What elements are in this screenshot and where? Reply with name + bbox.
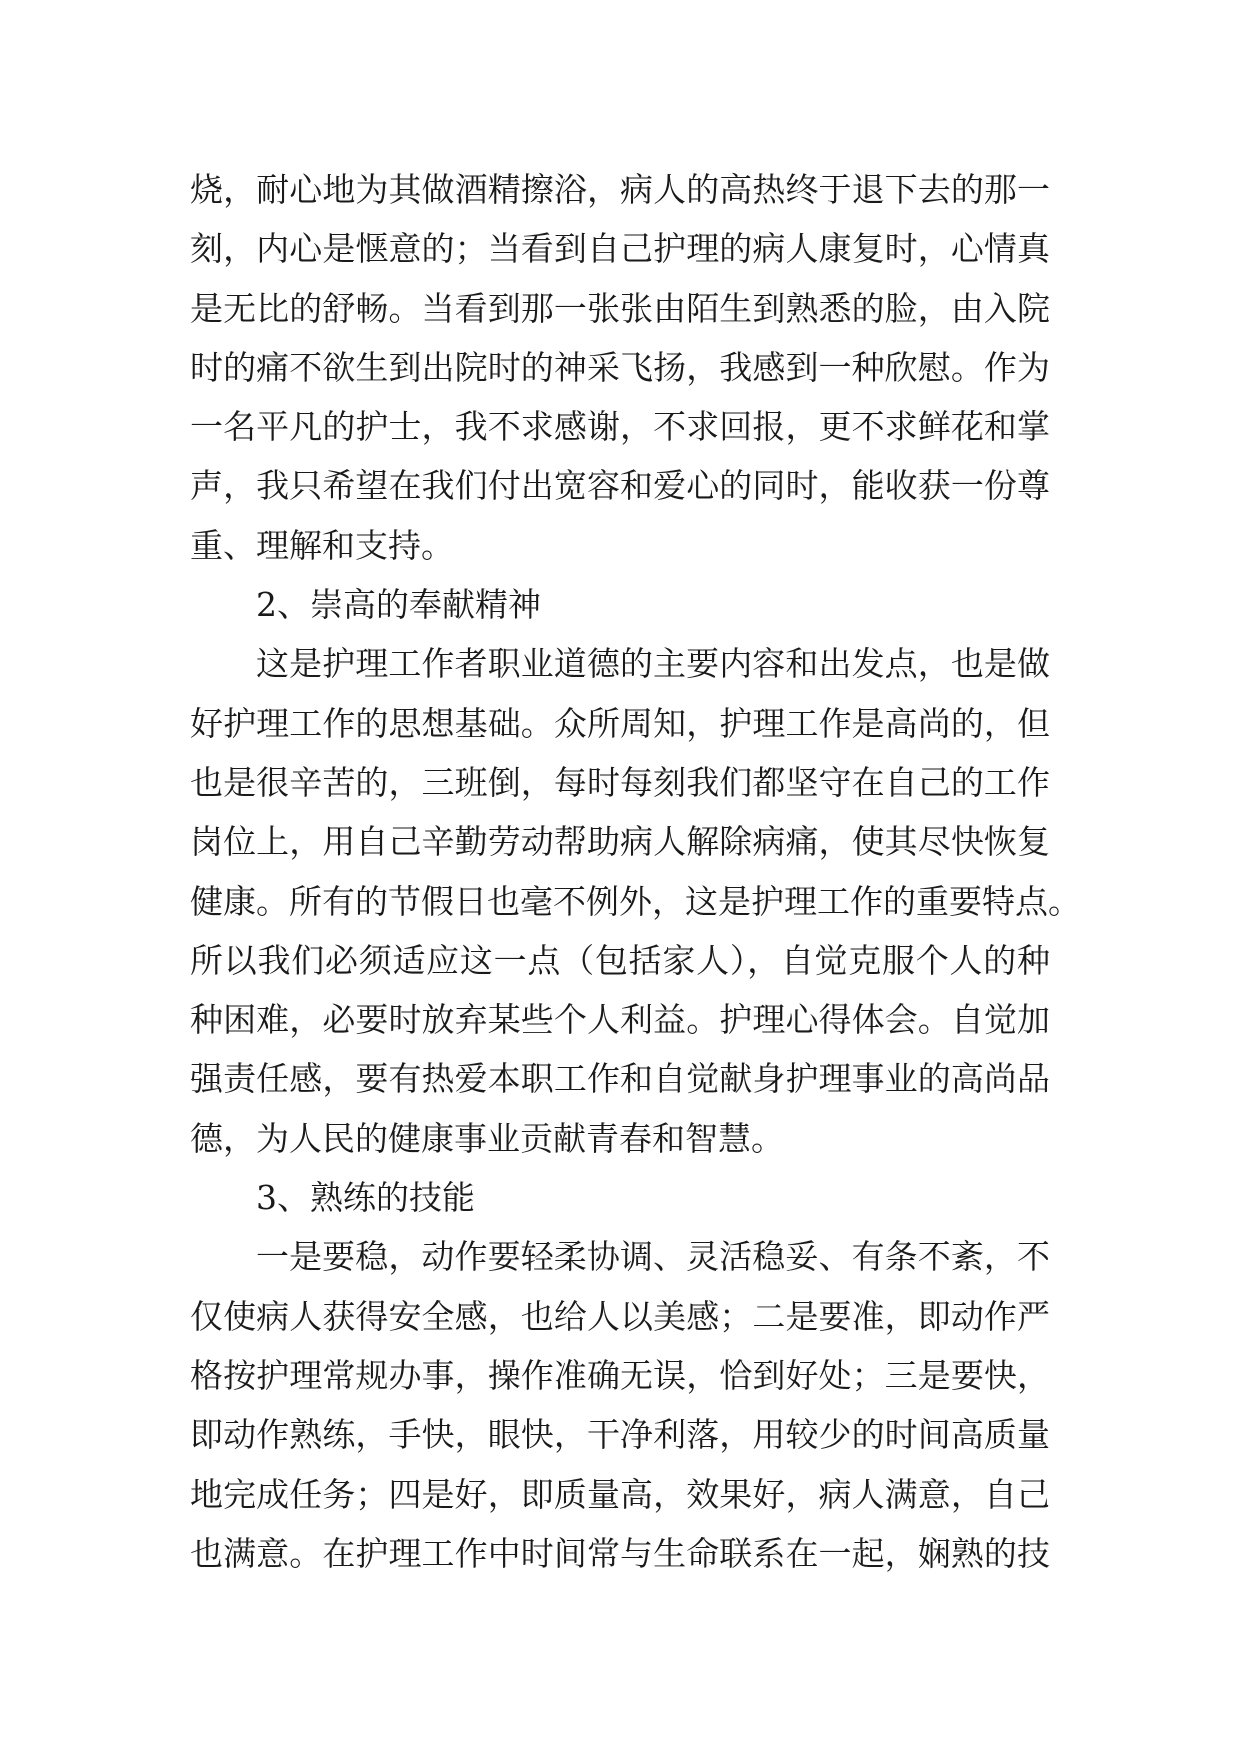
text-line: 一是要稳，动作要轻柔协调、灵活稳妥、有条不紊，不 bbox=[256, 1237, 1050, 1277]
document-body bbox=[190, 160, 1081, 1583]
text-line: 刻，内心是惬意的；当看到自己护理的病人康复时，心情真 bbox=[190, 229, 1050, 269]
text-line: 强责任感，要有热爱本职工作和自觉献身护理事业的高尚品 bbox=[190, 1059, 1050, 1099]
text-line: 也是很辛苦的，三班倒，每时每刻我们都坚守在自己的工作 bbox=[190, 762, 1050, 802]
text-line: 一名平凡的护士，我不求感谢，不求回报，更不求鲜花和掌 bbox=[190, 407, 1050, 447]
text-line: 格按护理常规办事，操作准确无误，恰到好处；三是要快， bbox=[190, 1355, 1050, 1395]
text-line: 时的痛不欲生到出院时的神采飞扬，我感到一种欣慰。作为 bbox=[190, 347, 1050, 387]
text-line: 即动作熟练，手快，眼快，干净利落，用较少的时间高质量 bbox=[190, 1415, 1050, 1455]
text-line: 也满意。在护理工作中时间常与生命联系在一起，娴熟的技 bbox=[190, 1533, 1050, 1573]
section-heading: 2、崇高的奉献精神 bbox=[256, 585, 541, 625]
text-line: 烧，耐心地为其做酒精擦浴，病人的高热终于退下去的那一 bbox=[190, 170, 1050, 209]
section-heading: 3、熟练的技能 bbox=[256, 1178, 475, 1218]
text-line: 是无比的舒畅。当看到那一张张由陌生到熟悉的脸，由入院 bbox=[190, 288, 1050, 328]
text-line: 这是护理工作者职业道德的主要内容和出发点，也是做 bbox=[256, 644, 1050, 684]
text-line: 仅使病人获得安全感，也给人以美感；二是要准，即动作严 bbox=[190, 1296, 1050, 1336]
text-line: 健康。所有的节假日也毫不例外，这是护理工作的重要特点。 bbox=[190, 881, 1081, 921]
text-line: 地完成任务；四是好，即质量高，效果好，病人满意，自己 bbox=[190, 1474, 1050, 1514]
text-line: 岗位上，用自己辛勤劳动帮助病人解除病痛，使其尽快恢复 bbox=[190, 822, 1050, 862]
text-line: 德，为人民的健康事业贡献青春和智慧。 bbox=[190, 1118, 784, 1158]
text-line: 声，我只希望在我们付出宽容和爱心的同时，能收获一份尊 bbox=[190, 466, 1050, 506]
text-line: 种困难，必要时放弃某些个人利益。护理心得体会。自觉加 bbox=[190, 1000, 1050, 1040]
text-line: 重、理解和支持。 bbox=[190, 525, 454, 565]
text-line: 好护理工作的思想基础。众所周知，护理工作是高尚的，但 bbox=[190, 703, 1050, 743]
text-line: 所以我们必须适应这一点（包括家人），自觉克服个人的种 bbox=[190, 940, 1050, 980]
